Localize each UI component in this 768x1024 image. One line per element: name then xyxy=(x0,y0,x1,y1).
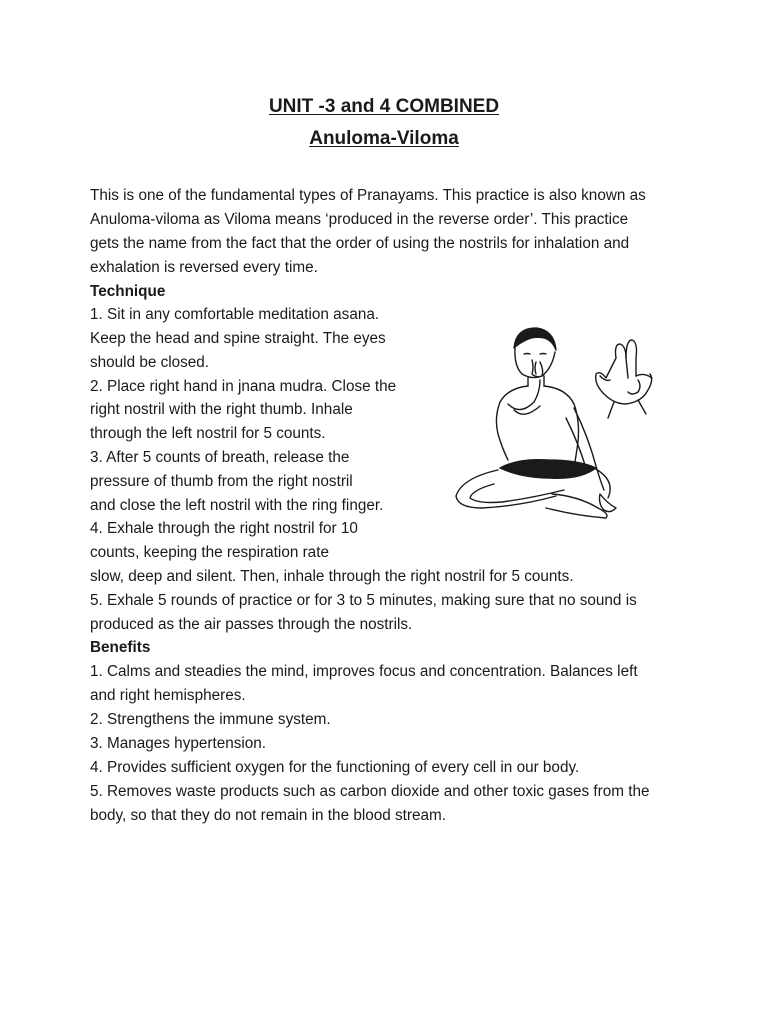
benefits-heading: Benefits xyxy=(90,639,151,656)
technique-line: slow, deep and silent. Then, inhale through the right nostril for 5 counts. xyxy=(90,568,574,585)
technique-line: through the left nostril for 5 counts. xyxy=(90,425,326,442)
technique-heading: Technique xyxy=(90,283,166,300)
hand-mudra-drawing xyxy=(596,340,652,418)
technique-line: and close the left nostril with the ring finger. xyxy=(90,497,384,514)
intro-line: Anuloma-viloma as Viloma means ‘produced in the reverse order’. This practice xyxy=(90,211,629,228)
intro-line: gets the name from the fact that the order of using the nostrils for inhalation and xyxy=(90,235,630,252)
benefit-line: 1. Calms and steadies the mind, improves focus and concentration. Balances left xyxy=(90,663,638,680)
page-subtitle: Anuloma-Viloma xyxy=(309,128,459,149)
technique-line: 5. Exhale 5 rounds of practice or for 3 to 5 minutes, making sure that no sound is xyxy=(90,592,637,609)
technique-line: Keep the head and spine straight. The eyes xyxy=(90,330,386,347)
benefit-line: 4. Provides sufficient oxygen for the functioning of every cell in our body. xyxy=(90,759,580,776)
technique-line: produced as the air passes through the nostrils. xyxy=(90,616,413,633)
technique-line: 4. Exhale through the right nostril for 10 xyxy=(90,520,358,537)
technique-line: 3. After 5 counts of breath, release the xyxy=(90,449,350,466)
technique-line: 1. Sit in any comfortable meditation asana. xyxy=(90,306,380,323)
benefit-line: 5. Removes waste products such as carbon dioxide and other toxic gases from the xyxy=(90,783,650,800)
technique-line: counts, keeping the respiration rate xyxy=(90,544,329,561)
benefit-line: 2. Strengthens the immune system. xyxy=(90,711,331,728)
pranayama-illustration xyxy=(448,318,668,528)
benefit-line: body, so that they do not remain in the blood stream. xyxy=(90,807,447,824)
technique-line: 2. Place right hand in jnana mudra. Close the xyxy=(90,378,397,395)
technique-line: right nostril with the right thumb. Inhale xyxy=(90,401,353,418)
technique-line: should be closed. xyxy=(90,354,210,371)
benefit-line: 3. Manages hypertension. xyxy=(90,735,267,752)
seated-figure-drawing xyxy=(456,328,616,518)
page-title: UNIT -3 and 4 COMBINED xyxy=(268,96,500,117)
technique-line: pressure of thumb from the right nostril xyxy=(90,473,353,490)
intro-line: exhalation is reversed every time. xyxy=(90,259,318,276)
intro-line: This is one of the fundamental types of Pranayams. This practice is also known as xyxy=(90,187,646,204)
benefit-line: and right hemispheres. xyxy=(90,687,246,704)
